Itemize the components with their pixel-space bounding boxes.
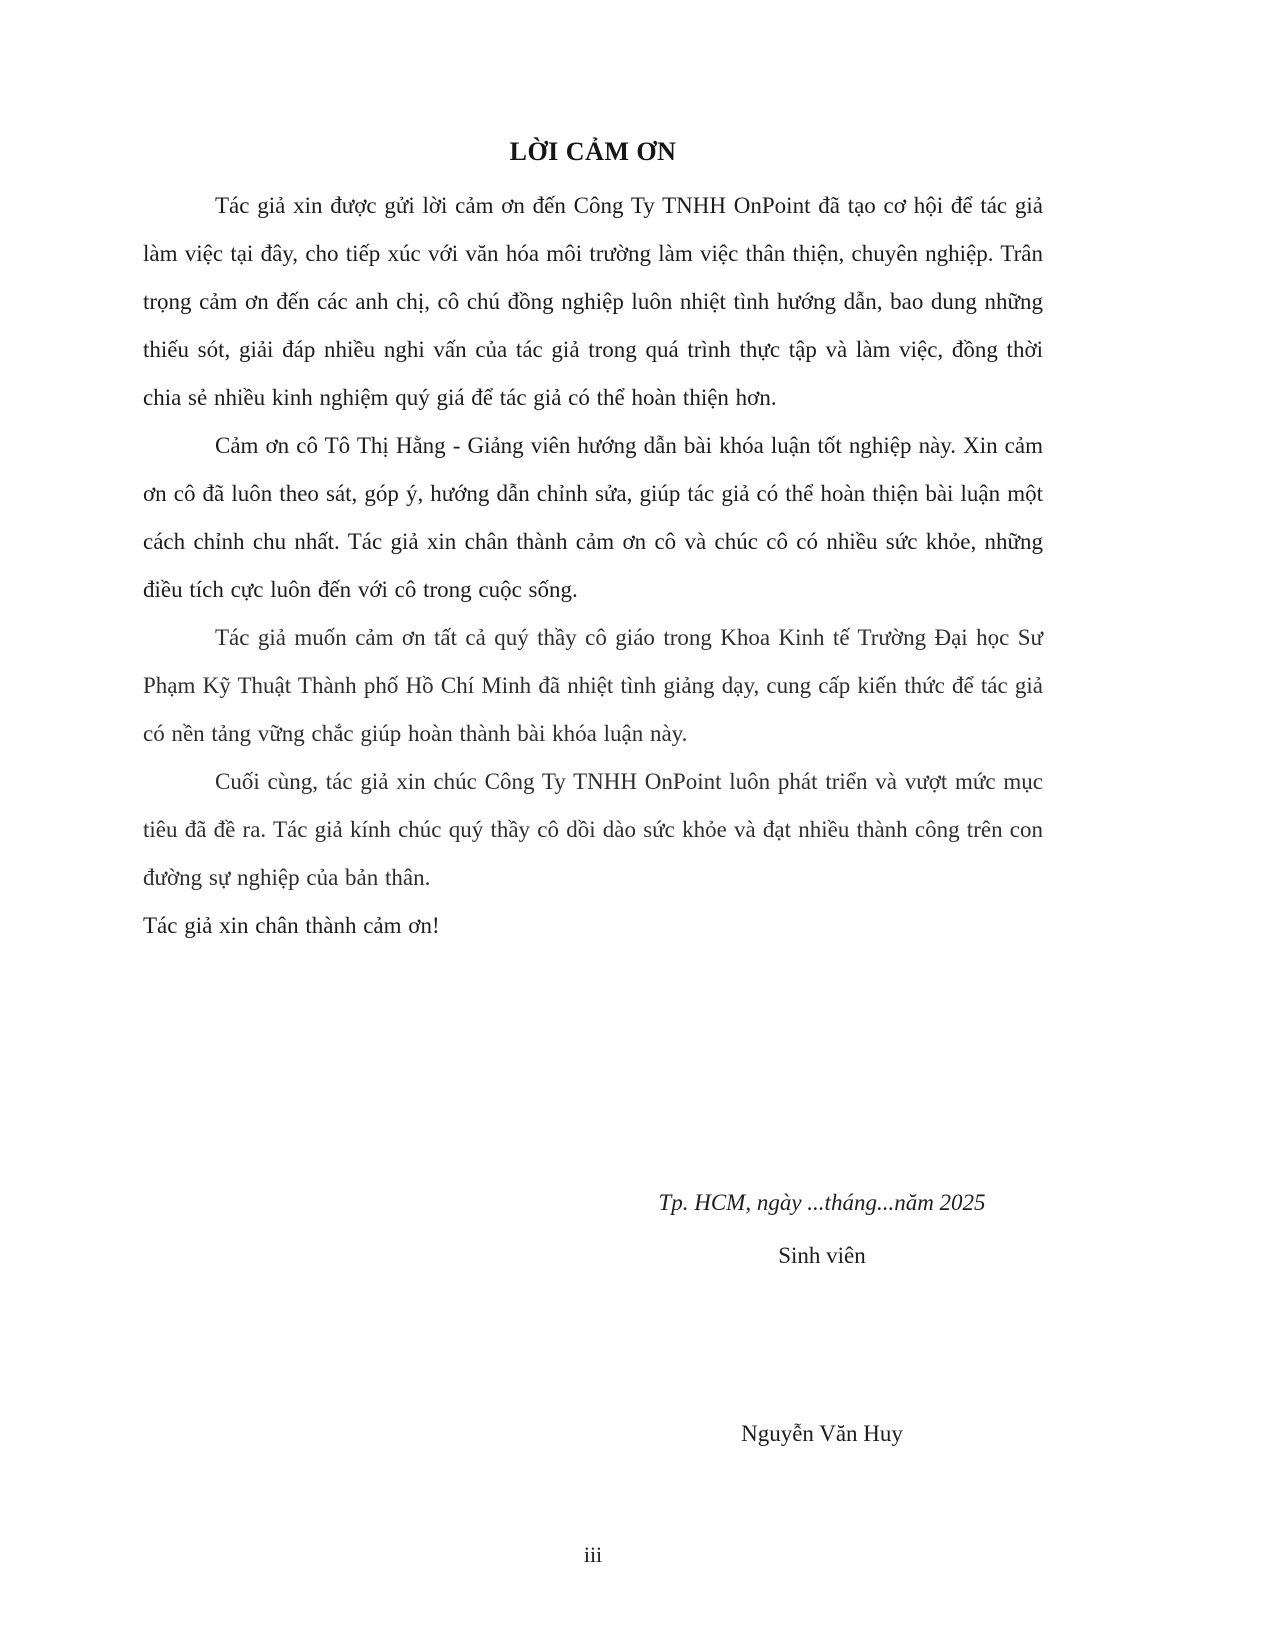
paragraph-acknowledgement-company: Tác giả xin được gửi lời cảm ơn đến Công Ty TNHH OnPoint đã tạo cơ hội để tác giả làm việc tại đây, cho tiếp xúc với văn hóa môi trường làm việc thân thiện, chuyên nghiệp. Trân trọng cảm ơn đến các anh chị, cô chú đồng nghiệp luôn nhiệt tình hướng dẫn, bao dung những thiếu sót, giải đáp nhiều nghi vấn của tác giả trong quá trình thực tập và làm việc, đồng thời chia sẻ nhiều kinh nghiệm quý giá để tác giả có thể hoàn thiện hơn. xyxy=(143,193,1043,410)
page-title: LỜI CẢM ƠN xyxy=(509,137,677,166)
date-line: Tp. HCM, ngày ...tháng...năm 2025 xyxy=(658,1190,986,1215)
signature-role: Sinh viên xyxy=(778,1243,866,1268)
signature-name: Nguyễn Văn Huy xyxy=(741,1421,903,1446)
paragraph-acknowledgement-advisor: Cảm ơn cô Tô Thị Hằng - Giảng viên hướng dẫn bài khóa luận tốt nghiệp này. Xin cảm ơn cô đã luôn theo sát, góp ý, hướng dẫn chỉnh sửa, giúp tác giả có thể hoàn thiện bài luận một cách chỉnh chu nhất. Tác giả xin chân thành cảm ơn cô và chúc cô có nhiều sức khỏe, những điều tích cực luôn đến với cô trong cuộc sống. xyxy=(143,433,1043,602)
paragraph-acknowledgement-faculty: Tác giả muốn cảm ơn tất cả quý thầy cô giáo trong Khoa Kinh tế Trường Đại học Sư Phạm Kỹ Thuật Thành phố Hồ Chí Minh đã nhiệt tình giảng dạy, cung cấp kiến thức để tác giả có nền tảng vững chắc giúp hoàn thành bài khóa luận này. xyxy=(143,625,1043,746)
page-number: iii xyxy=(583,1542,603,1567)
closing-line: Tác giả xin chân thành cảm ơn! xyxy=(143,913,440,938)
signature-block xyxy=(632,1188,1012,1449)
paragraph-closing-wishes: Cuối cùng, tác giả xin chúc Công Ty TNHH OnPoint luôn phát triển và vượt mức mục tiêu đã đề ra. Tác giả kính chúc quý thầy cô dồi dào sức khỏe và đạt nhiều thành công trên con đường sự nghiệp của bản thân. xyxy=(143,769,1043,890)
